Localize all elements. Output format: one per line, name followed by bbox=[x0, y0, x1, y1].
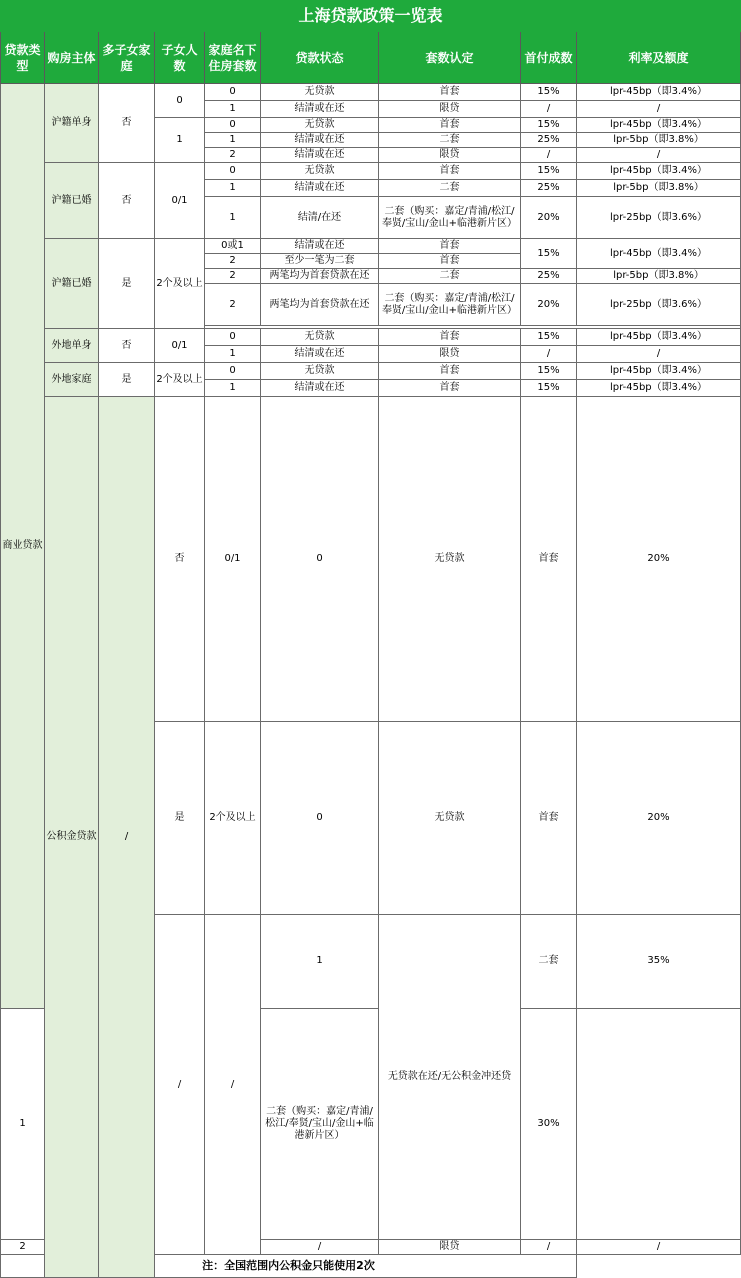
multi-child-cell: 否 bbox=[155, 397, 205, 722]
houses-cell: 0 bbox=[205, 163, 261, 180]
status-cell: 两笔均为首套贷款在还 bbox=[261, 284, 379, 326]
children-cell: 0/1 bbox=[205, 397, 261, 722]
table-row bbox=[1, 397, 741, 722]
set-cell: 首套 bbox=[379, 118, 521, 133]
rate-cell: lpr-45bp（即3.4%） bbox=[577, 84, 741, 101]
col-houses: 家庭名下住房套数 bbox=[205, 32, 261, 84]
down-cell: 20% bbox=[577, 397, 741, 722]
houses-cell: 0 bbox=[205, 363, 261, 380]
down-cell: / bbox=[521, 346, 577, 363]
table-row bbox=[1, 239, 741, 254]
status-cell: 结清或在还 bbox=[261, 101, 379, 118]
set-cell: 首套 bbox=[379, 329, 521, 346]
houses-cell: 1 bbox=[205, 346, 261, 363]
rate-cell: lpr-5bp（即3.8%） bbox=[577, 133, 741, 148]
col-down-payment: 首付成数 bbox=[521, 32, 577, 84]
multi-child-cell: 是 bbox=[99, 363, 155, 397]
houses-cell: 1 bbox=[205, 380, 261, 397]
rate-cell: / bbox=[577, 148, 741, 163]
table-row bbox=[1, 363, 741, 380]
down-cell: 15% bbox=[521, 84, 577, 101]
houses-cell: 0 bbox=[205, 84, 261, 101]
multi-child-cell: 否 bbox=[99, 84, 155, 163]
children-cell: / bbox=[205, 915, 261, 1255]
status-cell: 结清或在还 bbox=[261, 148, 379, 163]
houses-cell: 2 bbox=[1, 1240, 45, 1255]
col-rate: 利率及额度 bbox=[577, 32, 741, 84]
down-cell: / bbox=[521, 1240, 577, 1255]
buyer-cell: / bbox=[99, 397, 155, 1278]
rate-cell: lpr-45bp（即3.4%） bbox=[577, 363, 741, 380]
buyer-cell: 沪籍已婚 bbox=[45, 163, 99, 239]
set-cell: 首套 bbox=[379, 363, 521, 380]
col-loan-type: 贷款类型 bbox=[1, 32, 45, 84]
rate-cell: lpr-45bp（即3.4%） bbox=[577, 163, 741, 180]
buyer-cell: 沪籍已婚 bbox=[45, 239, 99, 329]
set-cell: 二套 bbox=[379, 133, 521, 148]
status-cell: 无贷款 bbox=[261, 329, 379, 346]
houses-cell: 1 bbox=[205, 180, 261, 197]
set-cell: 限贷 bbox=[379, 148, 521, 163]
down-cell: 35% bbox=[577, 915, 741, 1009]
down-cell: 20% bbox=[577, 722, 741, 915]
status-cell: 结清或在还 bbox=[261, 346, 379, 363]
buyer-cell: 外地家庭 bbox=[45, 363, 99, 397]
houses-cell: 2 bbox=[205, 254, 261, 269]
set-cell: 首套 bbox=[379, 380, 521, 397]
set-cell: 二套 bbox=[379, 269, 521, 284]
status-cell: 结清或在还 bbox=[261, 180, 379, 197]
set-cell: 首套 bbox=[379, 84, 521, 101]
status-cell: 至少一笔为二套 bbox=[261, 254, 379, 269]
table-row bbox=[1, 163, 741, 180]
multi-child-cell: 否 bbox=[99, 163, 155, 239]
children-cell: 0 bbox=[155, 84, 205, 118]
set-cell: 首套 bbox=[379, 163, 521, 180]
status-cell: 无贷款 bbox=[379, 397, 521, 722]
page-title: 上海贷款政策一览表 bbox=[1, 1, 741, 32]
rate-cell: lpr-25bp（即3.6%） bbox=[577, 284, 741, 326]
col-loan-status: 贷款状态 bbox=[261, 32, 379, 84]
set-cell: 二套 bbox=[379, 180, 521, 197]
set-cell: 二套（购买：嘉定/青浦/松江/奉贤/宝山/金山+临港新片区） bbox=[261, 1008, 379, 1239]
col-multi-child: 多子女家庭 bbox=[99, 32, 155, 84]
children-cell: 0/1 bbox=[155, 329, 205, 363]
houses-cell: 1 bbox=[261, 915, 379, 1009]
col-buyer: 购房主体 bbox=[45, 32, 99, 84]
down-cell: 20% bbox=[521, 197, 577, 239]
multi-child-cell: 否 bbox=[99, 329, 155, 363]
footnote: 注：全国范围内公积金只能使用2次 bbox=[1, 1255, 577, 1278]
multi-child-cell: 是 bbox=[99, 239, 155, 329]
rate-cell: lpr-45bp（即3.4%） bbox=[577, 329, 741, 346]
status-cell: 无贷款 bbox=[261, 363, 379, 380]
down-cell: 15% bbox=[521, 239, 577, 269]
buyer-cell: 沪籍单身 bbox=[45, 84, 99, 163]
set-cell: 限贷 bbox=[379, 346, 521, 363]
set-cell: 二套 bbox=[521, 915, 577, 1009]
rate-cell: lpr-5bp（即3.8%） bbox=[577, 180, 741, 197]
down-cell: / bbox=[521, 101, 577, 118]
set-cell: 限贷 bbox=[379, 101, 521, 118]
set-cell: 二套（购买：嘉定/青浦/松江/奉贤/宝山/金山+临港新片区） bbox=[379, 197, 521, 239]
down-cell: 15% bbox=[521, 329, 577, 346]
table-row bbox=[1, 84, 741, 101]
down-cell: 20% bbox=[521, 284, 577, 326]
rate-cell: lpr-5bp（即3.8%） bbox=[577, 269, 741, 284]
multi-child-cell: / bbox=[155, 915, 205, 1255]
children-cell: 2个及以上 bbox=[155, 239, 205, 329]
multi-child-cell: 是 bbox=[155, 722, 205, 915]
down-cell: 15% bbox=[521, 118, 577, 133]
rate-cell: / bbox=[577, 346, 741, 363]
down-cell: 25% bbox=[521, 180, 577, 197]
houses-cell: 0 bbox=[205, 118, 261, 133]
set-cell: 限贷 bbox=[379, 1240, 521, 1255]
houses-cell: 1 bbox=[205, 101, 261, 118]
houses-cell: 1 bbox=[205, 133, 261, 148]
set-cell: 首套 bbox=[521, 397, 577, 722]
down-cell: 25% bbox=[521, 133, 577, 148]
down-cell: / bbox=[521, 148, 577, 163]
rate-cell: lpr-25bp（即3.6%） bbox=[577, 197, 741, 239]
rate-cell: lpr-45bp（即3.4%） bbox=[577, 118, 741, 133]
children-cell: 2个及以上 bbox=[205, 722, 261, 915]
houses-cell: 1 bbox=[1, 1008, 45, 1239]
children-cell: 2个及以上 bbox=[155, 363, 205, 397]
status-cell: 无贷款在还/无公积金冲还贷 bbox=[379, 915, 521, 1240]
note-row bbox=[1, 1255, 741, 1278]
col-children: 子女人数 bbox=[155, 32, 205, 84]
rate-cell: lpr-45bp（即3.4%） bbox=[577, 239, 741, 269]
status-cell: / bbox=[261, 1240, 379, 1255]
down-cell: 25% bbox=[521, 269, 577, 284]
status-cell: 无贷款 bbox=[261, 118, 379, 133]
status-cell: 无贷款 bbox=[379, 722, 521, 915]
rate-cell: / bbox=[577, 1240, 741, 1255]
status-cell: 两笔均为首套贷款在还 bbox=[261, 269, 379, 284]
houses-cell: 2 bbox=[205, 148, 261, 163]
houses-cell: 0 bbox=[205, 329, 261, 346]
down-cell: 15% bbox=[521, 380, 577, 397]
status-cell: 结清或在还 bbox=[261, 133, 379, 148]
houses-cell: 0 bbox=[261, 397, 379, 722]
status-cell: 结清/在还 bbox=[261, 197, 379, 239]
buyer-cell: 外地单身 bbox=[45, 329, 99, 363]
down-cell: 30% bbox=[521, 1008, 577, 1239]
status-cell: 无贷款 bbox=[261, 163, 379, 180]
set-cell: 二套（购买：嘉定/青浦/松江/奉贤/宝山/金山+临港新片区） bbox=[379, 284, 521, 326]
loan-type-cell: 公积金贷款 bbox=[45, 397, 99, 1278]
down-cell: 15% bbox=[521, 163, 577, 180]
rate-cell: lpr-45bp（即3.4%） bbox=[577, 380, 741, 397]
houses-cell: 1 bbox=[205, 197, 261, 239]
set-cell: 首套 bbox=[379, 254, 521, 269]
col-set-type: 套数认定 bbox=[379, 32, 521, 84]
rate-cell: / bbox=[577, 101, 741, 118]
loan-type-cell: 商业贷款 bbox=[1, 84, 45, 1009]
status-cell: 无贷款 bbox=[261, 84, 379, 101]
set-cell: 首套 bbox=[521, 722, 577, 915]
status-cell: 结清或在还 bbox=[261, 380, 379, 397]
houses-cell: 2 bbox=[205, 269, 261, 284]
status-cell: 结清或在还 bbox=[261, 239, 379, 254]
down-cell: 15% bbox=[521, 363, 577, 380]
header-row bbox=[1, 32, 741, 84]
children-cell: 1 bbox=[155, 118, 205, 163]
set-cell: 首套 bbox=[379, 239, 521, 254]
houses-cell: 2 bbox=[205, 284, 261, 326]
houses-cell: 0或1 bbox=[205, 239, 261, 254]
children-cell: 0/1 bbox=[155, 163, 205, 239]
table-row bbox=[1, 329, 741, 346]
houses-cell: 0 bbox=[261, 722, 379, 915]
